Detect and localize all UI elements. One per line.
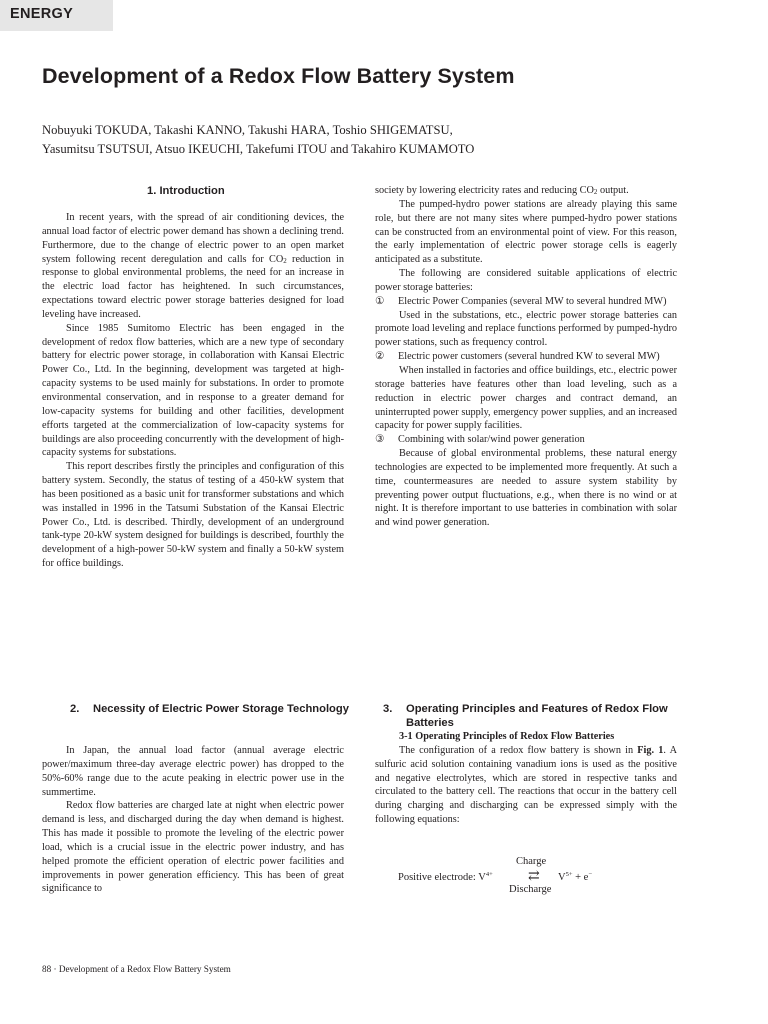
list-item: ① Electric Power Companies (several MW to several hundred MW) bbox=[375, 295, 667, 307]
equation-rhs: $V^{5+} + e^-$ bbox=[558, 871, 593, 883]
figure-reference: Fig. 1 bbox=[637, 744, 664, 756]
paragraph: Redox flow batteries are charged late at night when electric power demand is less, and discharged during the day when demand is highest. This has made it possible to promote the leveling of the electric power load, which is a crucial issue in the electric power industry, and has helped promote the efficient operation of electric power facilities and improvements in power generation efficiency. This has been of great significance to bbox=[42, 800, 344, 895]
section-1-body bbox=[42, 211, 344, 571]
paragraph: When installed in factories and office buildings, etc., electric power storage batteries have features other than load leveling, such as a reduction in electric power charges and contract demand, an uninterrupted power supply, emergency power supplies, and an increased capacity for power supply facilities. bbox=[375, 364, 677, 432]
charge-label: Charge bbox=[516, 856, 547, 867]
paragraph: The pumped-hydro power stations are already playing this same role, but there are not many sites where pumped-hydro power stations can be constructed from an environmental point of view. For this reason, the early implementation of electric power storage cells is eagerly anticipated as a substitute. bbox=[375, 198, 677, 266]
paragraph: The configuration of a redox flow battery is shown in Fig. 1. A sulfuric acid solution containing vanadium ions is used as the positive and negative electrolytes, which are stored in respective tanks and circulated to the battery cell. The reactions that occur in the battery cell during charging and discharging can be expressed simply with the following equations: bbox=[375, 744, 678, 826]
section-3-heading: 3. Operating Principles and Features of Redox Flow Batteries bbox=[383, 702, 668, 729]
page-title: Development of a Redox Flow Battery System bbox=[42, 64, 515, 88]
paragraph: In Japan, the annual load factor (annual average electric power/maximum three-day average electric power) has dropped to the 50%-60% range due to the acute peaking in electric power use in the summertime. bbox=[42, 745, 344, 798]
reaction-equation bbox=[398, 856, 638, 902]
section-2-heading: 2. Necessity of Electric Power Storage Technology bbox=[70, 703, 349, 715]
page-number: 88 bbox=[42, 964, 52, 974]
footer-separator: · bbox=[53, 964, 57, 974]
section-3-body bbox=[375, 730, 677, 827]
list-item: ③ Combining with solar/wind power generation bbox=[375, 434, 585, 446]
running-title: Development of a Redox Flow Battery System bbox=[58, 964, 231, 974]
equation-lhs: Positive electrode: $V^{4+}$ bbox=[398, 871, 493, 883]
author-line-2: Yasumitsu TSUTSUI, Atsuo IKEUCHI, Takefumi ITOU and Takahiro KUMAMOTO bbox=[42, 142, 475, 156]
reversible-arrows-icon: ⇄ bbox=[528, 869, 540, 884]
page-footer bbox=[42, 964, 231, 974]
subsection-heading: 3-1 Operating Principles of Redox Flow Batteries bbox=[399, 731, 615, 742]
section-2-body bbox=[42, 744, 344, 896]
paragraph: Since 1985 Sumitomo Electric has been engaged in the development of redox flow batteries, which are a new type of secondary battery for electric power storage, in collaboration with Kansai Electric Power Co., Ltd. In the beginning, development was targeted at high-capacity systems to be used mainly for substations. In order to promote environmental conservation, and in response to a greater demand for low-capacity systems for building and other facilities, development efforts targeted at the commercialization of low-capacity systems for buildings are also proceeding concurrently with the development of high-capacity systems for substations. bbox=[42, 322, 344, 459]
paragraph: The following are considered suitable applications of electric power storage batteries: bbox=[375, 268, 677, 293]
paragraph: This report describes firstly the principles and configuration of this battery system. Secondly, the status of testing of a 450-kW system that has been positioned as a basic unit for transformer substations and which was installed in 1996 in the Tatsumi Substation of the Kansai Electric Power Co., Ltd. is described. Thirdly, development of an underground tank-type 20-kW system designed for buildings is described, fourthly the development of a high-power 50-kW system and finally a 50-kW system for office buildings. bbox=[42, 461, 344, 570]
paragraph: Because of global environmental problems, these natural energy technologies are expected to be implemented more frequently. At such a time, countermeasures are needed to assure system stability by preventing power output fluctuations, e.g., when there is no wind or at night. It is therefore important to use batteries in combination with solar and wind power generation. bbox=[375, 448, 677, 529]
section-1-heading: 1. Introduction bbox=[147, 185, 225, 197]
author-list bbox=[42, 121, 602, 159]
author-line-1: Nobuyuki TOKUDA, Takashi KANNO, Takushi HARA, Toshio SHIGEMATSU, bbox=[42, 123, 453, 137]
right-column-body bbox=[375, 184, 677, 530]
paragraph: Used in the substations, etc., electric power storage batteries can promote load leveling and replace functions performed by pumped-hydro power stations, such as frequency control. bbox=[375, 309, 677, 349]
list-item: ② Electric power customers (several hundred KW to several MW) bbox=[375, 351, 660, 363]
discharge-label: Discharge bbox=[509, 884, 552, 895]
section-tag: ENERGY bbox=[0, 0, 113, 31]
paragraph: In recent years, with the spread of air conditioning devices, the annual load factor of electric power demand has shown a declining trend. Furthermore, due to the change of electric power to an open market system following recent deregulation and calls for $CO_2$ reduction in response to global environmental problems, the need for an increase in the electric load factor has heightened. In such circumstances, expectations toward electric power storage batteries designed for load leveling have increased. bbox=[42, 212, 344, 320]
paragraph: society by lowering electricity rates and reducing $CO_2$ output. bbox=[375, 185, 629, 196]
